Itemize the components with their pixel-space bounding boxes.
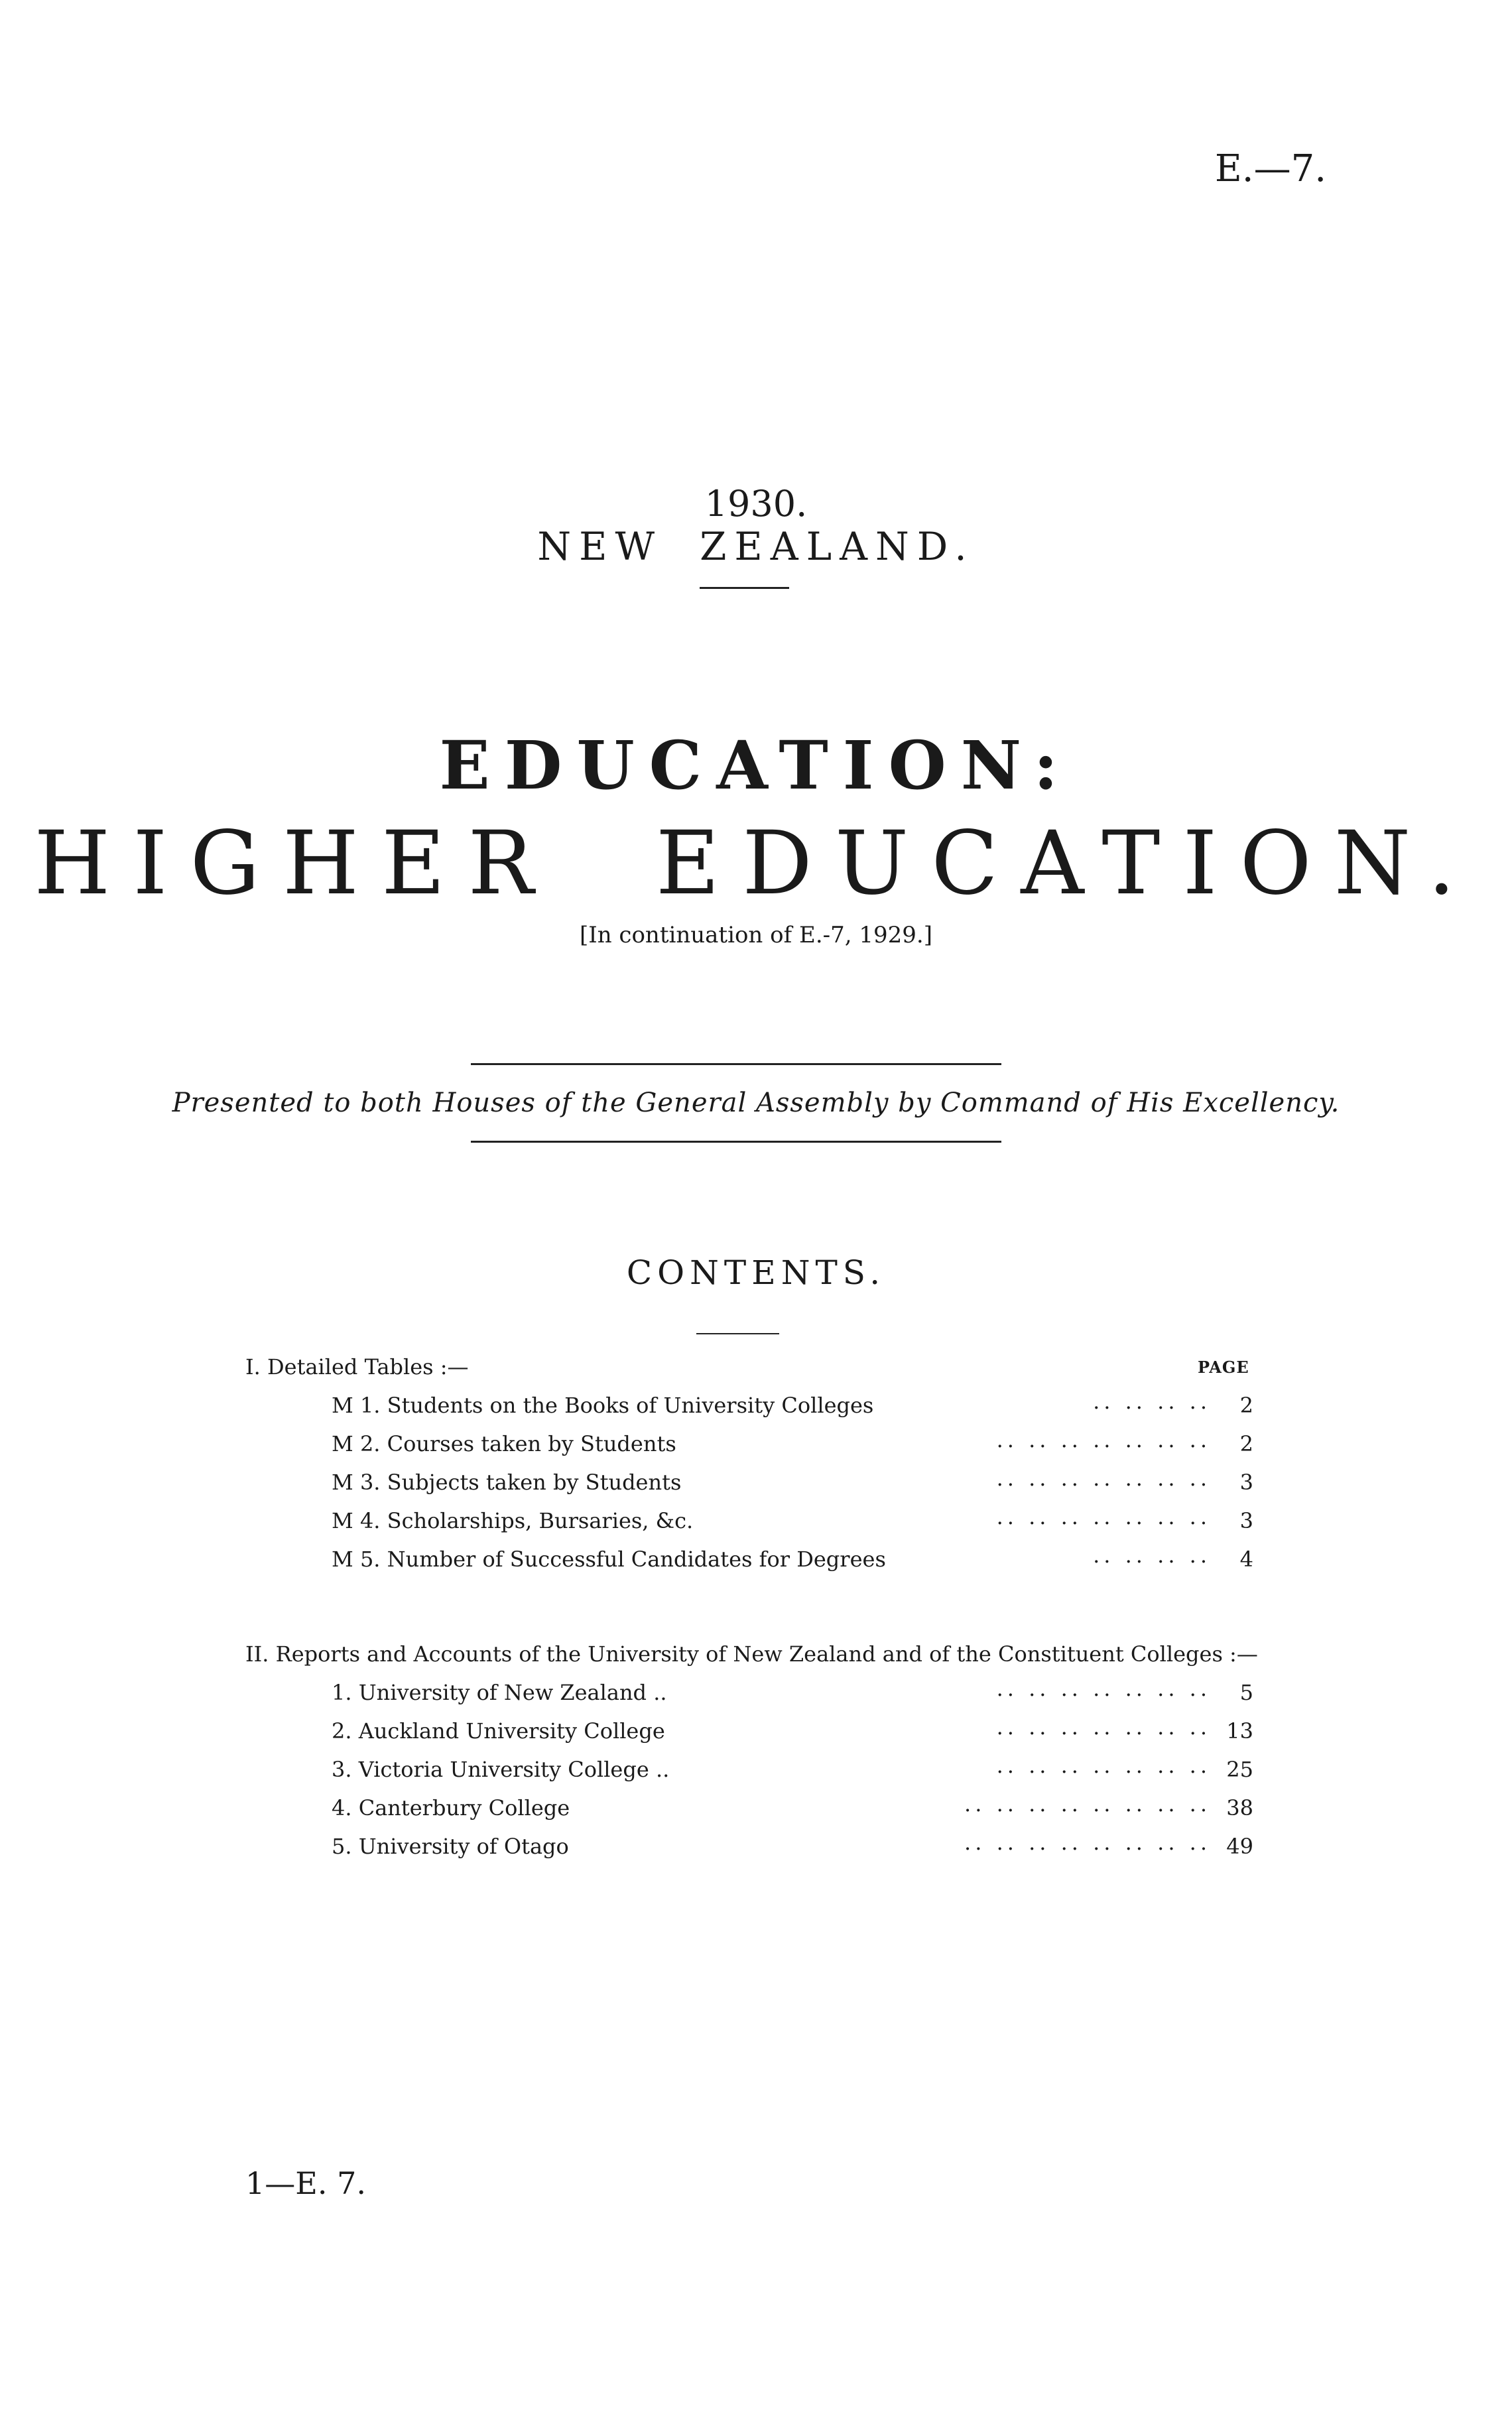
year: 1930. — [704, 483, 808, 525]
continuation-note: [In continuation of E.-7, 1929.] — [580, 922, 932, 948]
presented-line: Presented to both Houses of the General Assembly by Command of His Excellency. — [172, 1088, 1340, 1118]
sub-heading-word-2: EDUCATION. — [655, 812, 1478, 915]
divider-bottom — [471, 1141, 1001, 1143]
toc-entry — [332, 1466, 1253, 1500]
section-heading: II. Reports and Accounts of the University of New Zealand and of the Constituent Colleges :— — [245, 1641, 1258, 1667]
section-heading: I. Detailed Tables :— — [245, 1354, 469, 1379]
toc-entry — [332, 1714, 1253, 1749]
toc-leader-dots: .. .. .. .. — [1093, 1543, 1211, 1568]
toc-leader-dots: .. .. .. .. .. .. .. .. — [964, 1830, 1211, 1855]
sub-heading — [0, 812, 1512, 915]
toc-leader-dots: .. .. .. .. .. .. .. — [996, 1504, 1211, 1529]
toc-entry-label: M 1. Students on the Books of University Colleges — [332, 1393, 874, 1418]
toc-entry-label: M 3. Subjects taken by Students — [332, 1470, 682, 1495]
toc-page-number: 38 — [1226, 1795, 1253, 1821]
toc-page-number: 49 — [1226, 1834, 1253, 1859]
contents-title: CONTENTS. — [626, 1253, 886, 1292]
page-column-header: PAGE — [1198, 1358, 1249, 1377]
toc-leader-dots: .. .. .. .. .. .. .. — [996, 1753, 1211, 1778]
toc-page-number: 4 — [1239, 1547, 1253, 1572]
toc-entry-label: 1. University of New Zealand .. — [332, 1680, 667, 1705]
country-word-2: ZEALAND. — [700, 524, 975, 569]
toc-entry — [332, 1753, 1253, 1787]
country — [0, 524, 1512, 569]
toc-entry-label: M 4. Scholarships, Bursaries, &c. — [332, 1508, 694, 1533]
toc-leader-dots: .. .. .. .. .. .. .. — [996, 1466, 1211, 1491]
main-heading: EDUCATION: — [439, 726, 1073, 804]
country-word-1: NEW — [537, 524, 663, 569]
toc-entry-label: 4. Canterbury College — [332, 1795, 570, 1821]
sub-heading-word-1: HIGHER — [34, 812, 556, 915]
document-reference: E.—7. — [1214, 147, 1326, 190]
toc-entry — [332, 1543, 1253, 1577]
toc-page-number: 13 — [1226, 1718, 1253, 1744]
toc-entry — [332, 1791, 1253, 1826]
divider-top — [471, 1063, 1001, 1065]
toc-leader-dots: .. .. .. .. .. .. .. — [996, 1676, 1211, 1701]
toc-leader-dots: .. .. .. .. .. .. .. — [996, 1714, 1211, 1740]
toc-page-number: 5 — [1239, 1680, 1253, 1705]
toc-page-number: 3 — [1239, 1470, 1253, 1495]
toc-leader-dots: .. .. .. .. .. .. .. — [996, 1427, 1211, 1452]
toc-page-number: 2 — [1239, 1431, 1253, 1456]
toc-entry-label: M 2. Courses taken by Students — [332, 1431, 676, 1456]
contents-divider — [696, 1333, 779, 1334]
toc-page-number: 2 — [1239, 1393, 1253, 1418]
toc-entry — [332, 1504, 1253, 1539]
toc-entry-label: M 5. Number of Successful Candidates for Degrees — [332, 1547, 886, 1572]
footer-signature: 1—E. 7. — [245, 2165, 366, 2201]
toc-entry-label: 2. Auckland University College — [332, 1718, 665, 1744]
toc-entry — [332, 1427, 1253, 1462]
toc-page-number: 25 — [1226, 1757, 1253, 1782]
toc-leader-dots: .. .. .. .. .. .. .. .. — [964, 1791, 1211, 1817]
toc-leader-dots: .. .. .. .. — [1093, 1389, 1211, 1414]
toc-entry — [332, 1830, 1253, 1864]
toc-page-number: 3 — [1239, 1508, 1253, 1533]
toc-entry — [332, 1676, 1253, 1710]
short-divider — [700, 587, 789, 589]
toc-entry-label: 3. Victoria University College .. — [332, 1757, 670, 1782]
toc-entry-label: 5. University of Otago — [332, 1834, 569, 1859]
toc-entry — [332, 1389, 1253, 1423]
